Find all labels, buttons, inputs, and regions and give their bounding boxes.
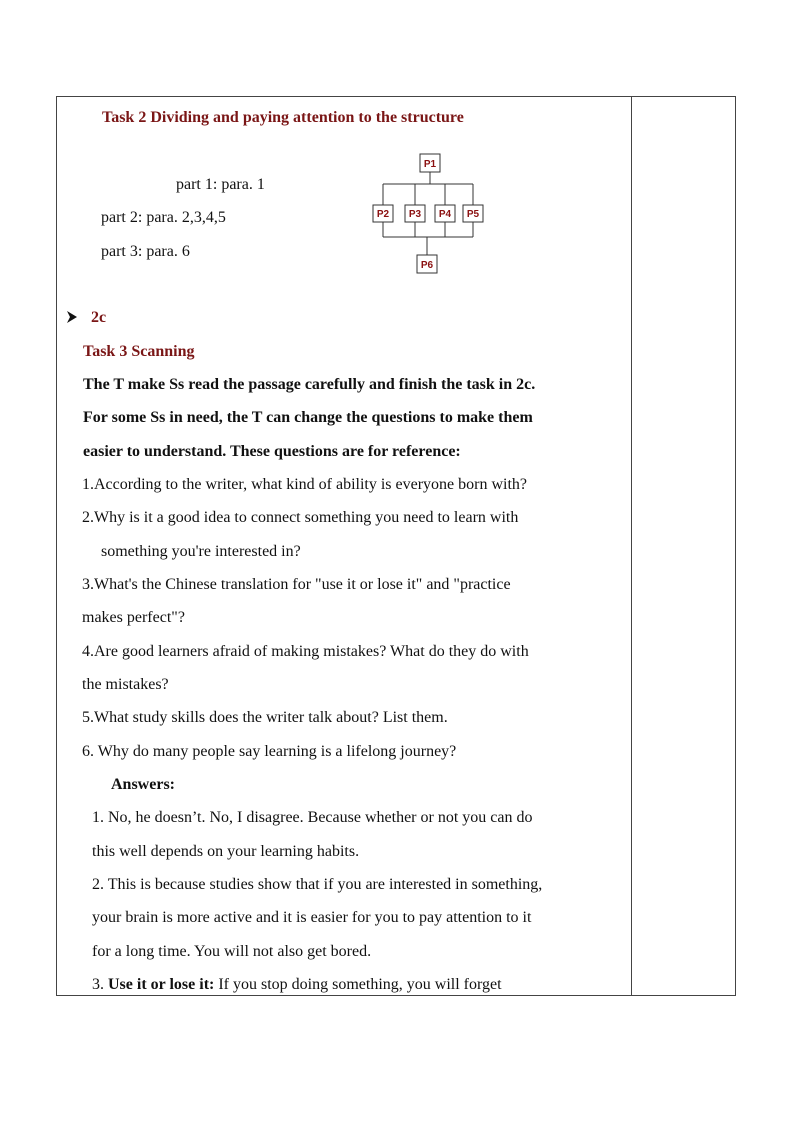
node-p4-label: P4 <box>438 209 452 220</box>
instruction-line: The T make Ss read the passage carefully and finish the task in 2c. <box>83 376 536 393</box>
node-p6-label: P6 <box>420 260 434 271</box>
question-line: 2.Why is it a good idea to connect something you need to learn with <box>82 509 519 526</box>
question-line: 3.What's the Chinese translation for "use it or lose it" and "practice <box>82 576 511 593</box>
part2-text: part 2: para. 2,3,4,5 <box>101 209 226 226</box>
question-line: 1.According to the writer, what kind of ability is everyone born with? <box>82 476 528 493</box>
answer-line: for a long time. You will not also get bored. <box>92 943 372 960</box>
answer-line: 1. No, he doesn’t. No, I disagree. Because whether or not you can do <box>92 809 533 826</box>
question-line: makes perfect"? <box>82 609 185 626</box>
answer3-text: If you stop doing something, you will forget <box>214 976 502 993</box>
question-line: 6. Why do many people say learning is a lifelong journey? <box>82 743 457 760</box>
arrow-bullet-icon <box>66 310 78 324</box>
part3-text: part 3: para. 6 <box>101 243 190 260</box>
node-p5-label: P5 <box>466 209 480 220</box>
answer3-term: Use it or lose it: <box>108 976 215 993</box>
node-p1 <box>420 154 440 172</box>
section-2c-label: 2c <box>91 309 107 326</box>
node-p3-label: P3 <box>408 209 422 220</box>
answer3-number: 3. <box>92 976 108 993</box>
answer-line-3 <box>92 975 502 995</box>
question-line: 4.Are good learners afraid of making mistakes? What do they do with <box>82 643 529 660</box>
task3-heading: Task 3 Scanning <box>83 343 195 360</box>
answers-label: Answers: <box>111 776 175 793</box>
task2-heading: Task 2 Dividing and paying attention to the structure <box>102 109 464 126</box>
instruction-line: For some Ss in need, the T can change the questions to make them <box>83 409 533 426</box>
question-line: something you're interested in? <box>101 543 301 560</box>
structure-diagram <box>369 151 485 275</box>
node-p3 <box>405 205 425 222</box>
node-p6 <box>417 255 437 273</box>
answer-line: your brain is more active and it is easier for you to pay attention to it <box>92 909 532 926</box>
answer-line: 2. This is because studies show that if you are interested in something, <box>92 876 543 893</box>
answer-line: this well depends on your learning habits. <box>92 843 360 860</box>
lesson-table <box>56 96 736 996</box>
node-p2-label: P2 <box>376 209 390 220</box>
node-p2 <box>373 205 393 222</box>
question-line: the mistakes? <box>82 676 169 693</box>
node-p5 <box>463 205 483 222</box>
column-divider <box>631 97 632 995</box>
part1-text: part 1: para. 1 <box>176 176 265 193</box>
node-p1-label: P1 <box>423 159 437 170</box>
node-p4 <box>435 205 455 222</box>
instruction-line: easier to understand. These questions are for reference: <box>83 443 461 460</box>
question-line: 5.What study skills does the writer talk about? List them. <box>82 709 448 726</box>
